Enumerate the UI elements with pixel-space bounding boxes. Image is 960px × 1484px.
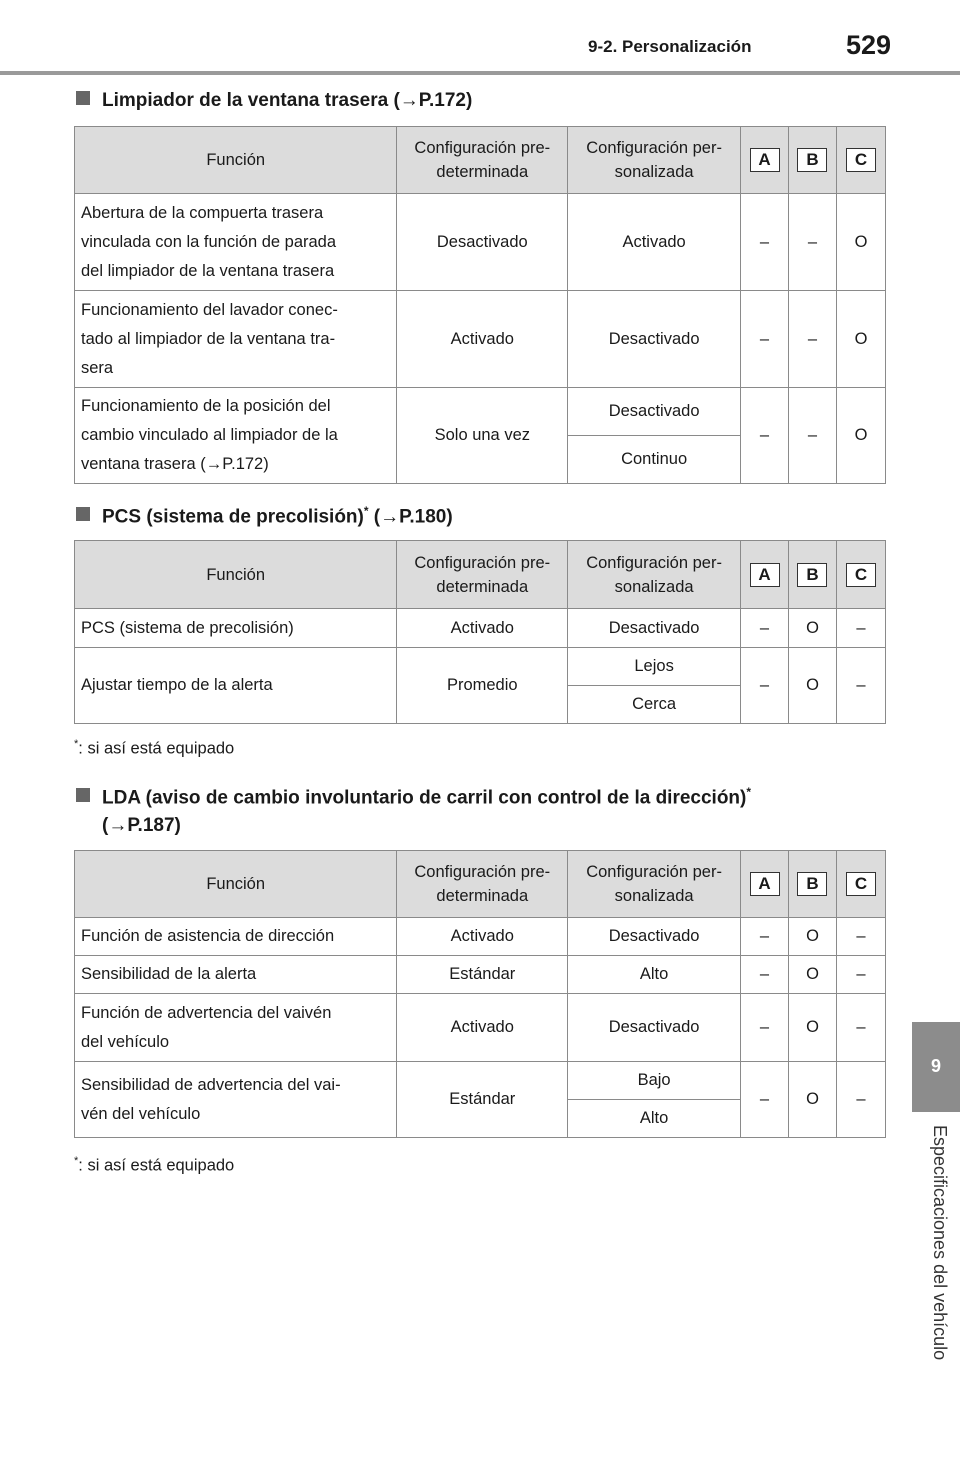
- col-personalizada: Configuración per- sonalizada: [568, 851, 741, 918]
- cell-c: –: [836, 994, 885, 1062]
- col-predeterminada: Configuración pre- determinada: [397, 851, 568, 918]
- cell-b: O: [789, 1062, 837, 1138]
- cell-default: Activado: [397, 609, 568, 648]
- cell-funcion: Ajustar tiempo de la alerta: [75, 648, 397, 724]
- cell-default: Desactivado: [397, 194, 568, 291]
- cell-custom: Alto: [568, 956, 741, 994]
- cell-b: O: [789, 648, 837, 724]
- cell-funcion: Sensibilidad de advertencia del vai- vén del vehículo: [75, 1062, 397, 1138]
- cell-a: –: [741, 194, 789, 291]
- col-funcion: Función: [75, 851, 397, 918]
- page-header: [0, 0, 960, 76]
- cell-a: –: [741, 1062, 789, 1138]
- col-a: A: [741, 541, 789, 609]
- cell-default: Activado: [397, 918, 568, 956]
- table-header-row: [75, 851, 886, 918]
- cell-custom: Alto: [568, 1100, 741, 1138]
- cell-funcion: Funcionamiento de la posición del cambio vinculado al limpiador de la ventana trasera (→P.172): [75, 388, 397, 484]
- table-row: [75, 918, 886, 956]
- table-header-row: [75, 541, 886, 609]
- cell-b: –: [789, 388, 837, 484]
- section-title-pcs: PCS (sistema de precolisión)* (→P.180): [76, 504, 453, 528]
- col-c: C: [836, 851, 885, 918]
- section-title-rear-wiper: Limpiador de la ventana trasera (→P.172): [76, 90, 472, 112]
- table-pcs: [74, 540, 886, 724]
- col-funcion: Función: [75, 127, 397, 194]
- cell-c: O: [836, 194, 885, 291]
- col-predeterminada: Configuración pre- determinada: [397, 127, 568, 194]
- cell-custom: Desactivado: [568, 918, 741, 956]
- cell-c: –: [836, 956, 885, 994]
- cell-funcion: Función de asistencia de dirección: [75, 918, 397, 956]
- table-row: [75, 648, 886, 686]
- cell-b: –: [789, 291, 837, 388]
- cell-funcion: Funcionamiento del lavador conec- tado al limpiador de la ventana tra- sera: [75, 291, 397, 388]
- cell-default: Solo una vez: [397, 388, 568, 484]
- chapter-tab: [912, 1022, 960, 1112]
- cell-custom: Activado: [568, 194, 741, 291]
- col-personalizada: Configuración per- sonalizada: [568, 127, 741, 194]
- footnote: *: si así está equipado: [74, 1155, 235, 1175]
- cell-a: –: [741, 918, 789, 956]
- col-b: B: [789, 851, 837, 918]
- cell-funcion: Sensibilidad de la alerta: [75, 956, 397, 994]
- cell-custom: Desactivado: [568, 388, 741, 436]
- table-row: [75, 994, 886, 1062]
- col-predeterminada: Configuración pre- determinada: [397, 541, 568, 609]
- cell-funcion: Abertura de la compuerta trasera vinculada con la función de parada del limpiador de la ventana trasera: [75, 194, 397, 291]
- table-rear-wiper: [74, 126, 886, 484]
- cell-a: –: [741, 291, 789, 388]
- cell-funcion: PCS (sistema de precolisión): [75, 609, 397, 648]
- cell-default: Activado: [397, 291, 568, 388]
- chapter-number: 9: [930, 1056, 941, 1076]
- table-row: [75, 388, 886, 436]
- cell-c: –: [836, 609, 885, 648]
- section-title-lda: LDA (aviso de cambio involuntario de carril con control de la dirección)*: [76, 785, 751, 809]
- cell-default: Estándar: [397, 1062, 568, 1138]
- cell-custom: Continuo: [568, 436, 741, 484]
- table-header-row: [75, 127, 886, 194]
- col-c: C: [836, 541, 885, 609]
- cell-default: Activado: [397, 994, 568, 1062]
- cell-b: –: [789, 194, 837, 291]
- col-c: C: [836, 127, 885, 194]
- cell-c: –: [836, 1062, 885, 1138]
- col-a: A: [741, 851, 789, 918]
- table-row: [75, 956, 886, 994]
- col-funcion: Función: [75, 541, 397, 609]
- cell-c: –: [836, 918, 885, 956]
- table-row: [75, 291, 886, 388]
- cell-custom: Desactivado: [568, 994, 741, 1062]
- cell-a: –: [741, 648, 789, 724]
- cell-b: O: [789, 994, 837, 1062]
- section-heading: 9-2. Personalización: [588, 37, 752, 56]
- cell-c: O: [836, 388, 885, 484]
- section-title-lda-ref: (→P.187): [102, 815, 181, 836]
- cell-funcion: Función de advertencia del vaivén del vehículo: [75, 994, 397, 1062]
- col-b: B: [789, 541, 837, 609]
- chapter-title: Especificaciones del vehículo: [930, 1125, 950, 1361]
- col-a: A: [741, 127, 789, 194]
- page-number: 529: [846, 30, 892, 60]
- cell-default: Promedio: [397, 648, 568, 724]
- table-lda: [74, 850, 886, 1138]
- cell-b: O: [789, 609, 837, 648]
- cell-default: Estándar: [397, 956, 568, 994]
- table-row: [75, 194, 886, 291]
- cell-custom: Desactivado: [568, 291, 741, 388]
- cell-custom: Lejos: [568, 648, 741, 686]
- bullet-square-icon: [76, 507, 90, 521]
- col-b: B: [789, 127, 837, 194]
- cell-custom: Cerca: [568, 686, 741, 724]
- cell-a: –: [741, 609, 789, 648]
- cell-c: O: [836, 291, 885, 388]
- bullet-square-icon: [76, 788, 90, 802]
- cell-b: O: [789, 918, 837, 956]
- table-row: [75, 609, 886, 648]
- table-row: [75, 1062, 886, 1100]
- footnote: *: si así está equipado: [74, 738, 235, 758]
- col-personalizada: Configuración per- sonalizada: [568, 541, 741, 609]
- cell-custom: Bajo: [568, 1062, 741, 1100]
- cell-a: –: [741, 994, 789, 1062]
- cell-b: O: [789, 956, 837, 994]
- cell-custom: Desactivado: [568, 609, 741, 648]
- cell-a: –: [741, 388, 789, 484]
- bullet-square-icon: [76, 91, 90, 105]
- cell-c: –: [836, 648, 885, 724]
- header-divider: [0, 71, 960, 75]
- cell-a: –: [741, 956, 789, 994]
